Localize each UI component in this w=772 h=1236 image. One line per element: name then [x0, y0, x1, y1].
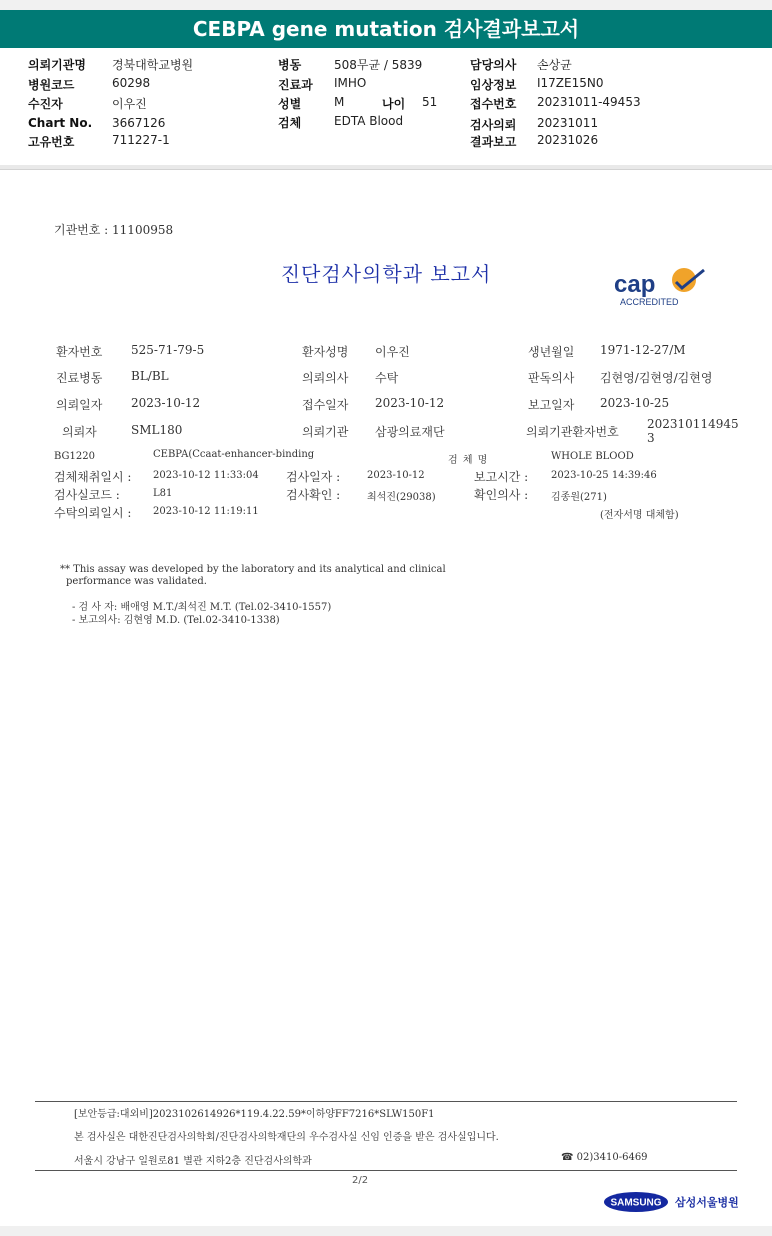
label-patient-name: 환자성명: [302, 345, 349, 359]
value-patient-name: 이우진: [375, 345, 410, 359]
cap-text: cap: [614, 271, 656, 298]
footer-address: 서울시 강남구 일원로81 별관 지하2층 진단검사의학과: [74, 1156, 312, 1167]
value-consignment-time: 2023-10-12 11:19:11: [153, 506, 259, 517]
footer-phone: ☎ 02)3410-6469: [561, 1152, 648, 1163]
header-value-unique-no: 711227-1: [112, 133, 170, 147]
footer-bottom-rule: [35, 1170, 737, 1171]
value-report-time: 2023-10-25 14:39:46: [551, 470, 657, 481]
label-consignment-time: 수탁의뢰일시 :: [54, 506, 132, 520]
institution-number: 기관번호 : 11100958: [54, 223, 174, 237]
footer-certification: 본 검사실은 대한진단검사의학회/진단검사의학재단의 우수검사실 신임 인증을 받은 검사실입니다.: [74, 1132, 499, 1143]
assay-note-line1: ** This assay was developed by the laboratory and its analytical and clinical: [60, 564, 446, 575]
value-collection-time: 2023-10-12 11:33:04: [153, 470, 259, 481]
page-number: 2/2: [352, 1175, 369, 1186]
report-title: 진단검사의학과 보고서: [280, 262, 492, 286]
value-test-date: 2023-10-12: [367, 470, 425, 481]
label-ward: 진료병동: [56, 371, 103, 385]
header-value-age: 51: [422, 95, 438, 109]
label-patient-no: 환자번호: [56, 345, 103, 359]
label-report-date: 보고일자: [528, 398, 575, 412]
value-reading-doctor: 김현영/김현영/김현영: [600, 371, 713, 385]
label-confirm-doctor: 확인의사 :: [474, 488, 529, 502]
label-collection-time: 검체채취일시 :: [54, 470, 132, 484]
examiner-line: - 검 사 자: 배애영 M.T./최석진 M.T. (Tel.02-3410-1557): [72, 602, 332, 613]
header-value-request-date: 20231011: [537, 116, 599, 130]
value-request-date: 2023-10-12: [131, 396, 201, 410]
value-ward: BL/BL: [131, 369, 169, 383]
header-value-department: IMHO: [334, 76, 367, 90]
header-value-specimen: EDTA Blood: [334, 114, 404, 128]
label-requesting-doctor: 의뢰의사: [302, 371, 349, 385]
header-label-doctor: 담당의사: [470, 58, 517, 72]
label-test-confirm: 검사확인 :: [286, 488, 341, 502]
header-label-institution: 의뢰기관명: [28, 58, 86, 72]
assay-note-line2: performance was validated.: [66, 576, 207, 587]
label-report-time: 보고시간 :: [474, 470, 529, 484]
header-value-chart-no: 3667126: [112, 116, 166, 130]
label-lab-code: 검사실코드 :: [54, 488, 120, 502]
label-requester: 의뢰자: [62, 425, 97, 439]
label-reading-doctor: 판독의사: [528, 371, 575, 385]
header-value-sex: M: [334, 95, 345, 109]
label-test-date: 검사일자 :: [286, 470, 341, 484]
value-confirm-doctor: 김종원(271): [551, 492, 607, 503]
value-lab-code: L81: [153, 488, 173, 499]
header-value-doctor: 손상균: [537, 58, 572, 72]
specimen-label: 검 체 명: [448, 455, 489, 466]
bottom-strip: [0, 1226, 772, 1236]
header-label-age: 나이: [382, 97, 406, 111]
value-requester: SML180: [131, 423, 183, 437]
value-patient-no: 525-71-79-5: [131, 343, 205, 357]
header-label-chart-no: Chart No.: [28, 116, 93, 130]
header-value-institution: 경북대학교병원: [112, 58, 194, 72]
label-institution-patient-no: 의뢰기관환자번호: [526, 425, 619, 439]
test-code: BG1220: [54, 451, 95, 462]
title-banner: [0, 10, 772, 48]
header-label-receipt-no: 접수번호: [470, 97, 517, 111]
e-signature-note: (전자서명 대체함): [600, 510, 679, 521]
value-test-confirm: 최석진(29038): [367, 492, 436, 503]
value-report-date: 2023-10-25: [600, 396, 670, 410]
samsung-text: SAMSUNG: [610, 1197, 662, 1209]
header-label-sex: 성별: [278, 97, 302, 111]
label-request-date: 의뢰일자: [56, 398, 103, 412]
header-value-receipt-no: 20231011-49453: [537, 95, 641, 109]
label-requesting-institution: 의뢰기관: [302, 425, 349, 439]
header-divider-line: [0, 169, 772, 170]
header-label-clinical-info: 임상정보: [470, 78, 517, 92]
samsung-hospital-logo: [603, 1190, 743, 1216]
header-label-hospital-code: 병원코드: [28, 78, 75, 92]
header-value-clinical-info: I17ZE15N0: [537, 76, 604, 90]
header-label-unique-no: 고유번호: [28, 135, 75, 149]
header-label-department: 진료과: [278, 78, 313, 92]
banner-title: CEBPA gene mutation 검사결과보고서: [192, 17, 580, 41]
header-value-ward: 508무균 / 5839: [334, 58, 423, 72]
value-institution-patient-no: 202310114945: [647, 417, 739, 431]
specimen-value: WHOLE BLOOD: [551, 451, 634, 462]
header-label-request-date: 검사의뢰: [470, 118, 517, 132]
header-label-specimen: 검체: [278, 116, 302, 130]
reporter-line: - 보고의사: 김현영 M.D. (Tel.02-3410-1338): [72, 615, 280, 626]
value-birthdate: 1971-12-27/M: [600, 343, 686, 357]
value-institution-patient-no-overflow: 3: [647, 431, 655, 445]
value-requesting-institution: 삼광의료재단: [375, 425, 445, 439]
top-strip: [0, 0, 772, 10]
header-label-patient: 수진자: [28, 97, 63, 111]
header-value-report-date: 20231026: [537, 133, 599, 147]
header-label-ward: 병동: [278, 58, 302, 72]
label-birthdate: 생년월일: [528, 345, 575, 359]
footer-top-rule: [35, 1101, 737, 1102]
footer-security: [보안등급:대외비]2023102614926*119.4.22.59*이하양FF7216*SLW150F1: [74, 1109, 435, 1120]
cap-accredited-logo: [612, 264, 712, 310]
hospital-name: 삼성서울병원: [675, 1196, 739, 1209]
header-label-report-date: 결과보고: [470, 135, 517, 149]
header-value-patient: 이우진: [112, 97, 147, 111]
value-requesting-doctor: 수탁: [375, 371, 399, 385]
cap-accredited-text: ACCREDITED: [620, 297, 679, 307]
value-receipt-date: 2023-10-12: [375, 396, 445, 410]
header-value-hospital-code: 60298: [112, 76, 151, 90]
test-name: CEBPA(Ccaat-enhancer-binding: [153, 449, 315, 460]
label-receipt-date: 접수일자: [302, 398, 349, 412]
